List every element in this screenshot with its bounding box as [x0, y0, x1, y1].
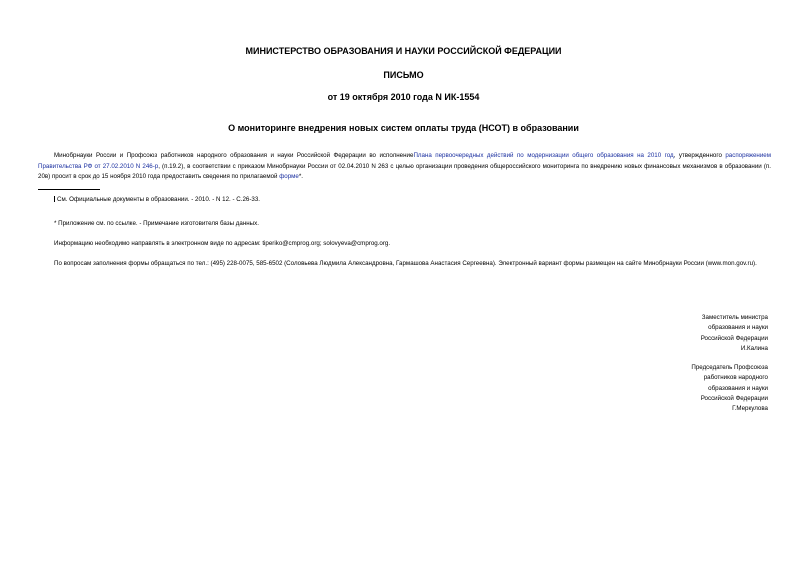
signature-2-line-4: Российской Федерации: [700, 394, 768, 402]
footnote-1: [54, 195, 260, 205]
signature-block-union-chair: [691, 363, 768, 414]
doc-type-heading: ПИСЬМО: [383, 70, 424, 80]
footnote-2: * Приложение см. по ссылке. - Примечание изготовителя базы данных.: [54, 220, 259, 227]
signature-1-name: И.Калина: [740, 344, 768, 352]
decree-link[interactable]: распоряжением Правительства РФ от 27.02.2010 N 246-р: [38, 152, 771, 170]
form-link[interactable]: форме: [279, 173, 299, 180]
signature-2-name: Г.Меркулова: [732, 405, 768, 413]
subject-heading: О мониторинге внедрения новых систем оплаты труда (НСОТ) в образовании: [228, 123, 579, 133]
signature-1-line-2: образования и науки: [708, 324, 768, 332]
signature-2-line-2: работников народного: [703, 374, 768, 382]
paragraph-main: [38, 151, 771, 183]
paragraph-questions: По вопросам заполнения формы обращаться по тел.: (495) 228-0075, 585-6502 (Соловьева Людмила Александровна, Гармашова Анастасия Сергеевна). Электронный вариант формы размещен на сайте Минобрнауки России (www.mon.gov.ru).: [54, 260, 757, 267]
paragraph-main-text-3: , (п.19.2), в соответствии с приказом Минобрнауки России от 02.04.2010 N 263 с целью организации проведения общероссийского мониторинга по внедрению новых финансовых механизмов в образовании (п. 20в) просит в срок до 15 ноября 2010 года предоставить сведения по прилагаемой: [38, 162, 771, 180]
paragraph-main-text-2: , утвержденного: [673, 152, 726, 159]
footnote-divider: [38, 189, 100, 190]
footnote-1-text: См. Официальные документы в образовании. - 2010. - N 12. - С.26-33.: [57, 196, 261, 203]
signature-1-line-1: Заместитель министра: [701, 314, 768, 321]
plan-link[interactable]: Плана первоочередных действий по модернизации общего образования на 2010 год: [413, 152, 674, 159]
signature-2-line-1: Председатель Профсоюза: [691, 364, 768, 371]
signature-block-deputy-minister: [701, 313, 768, 354]
ministry-heading: МИНИСТЕРСТВО ОБРАЗОВАНИЯ И НАУКИ РОССИЙСКОЙ ФЕДЕРАЦИИ: [245, 46, 562, 56]
footnote-marker: [54, 196, 55, 202]
signature-1-line-3: Российской Федерации: [700, 334, 768, 342]
paragraph-contacts: Информацию необходимо направлять в электронном виде по адресам: tiperiko@cmprog.org; solovyeva@cmprog.org.: [54, 240, 391, 247]
paragraph-main-text-1: Минобрнауки России и Профсоюз работников народного образования и науки Российской Федерации во исполнение: [54, 152, 414, 159]
date-number-heading: от 19 октября 2010 года N ИК-1554: [327, 92, 480, 102]
paragraph-main-text-4: *.: [298, 173, 304, 180]
signature-2-line-3: образования и науки: [708, 384, 768, 392]
